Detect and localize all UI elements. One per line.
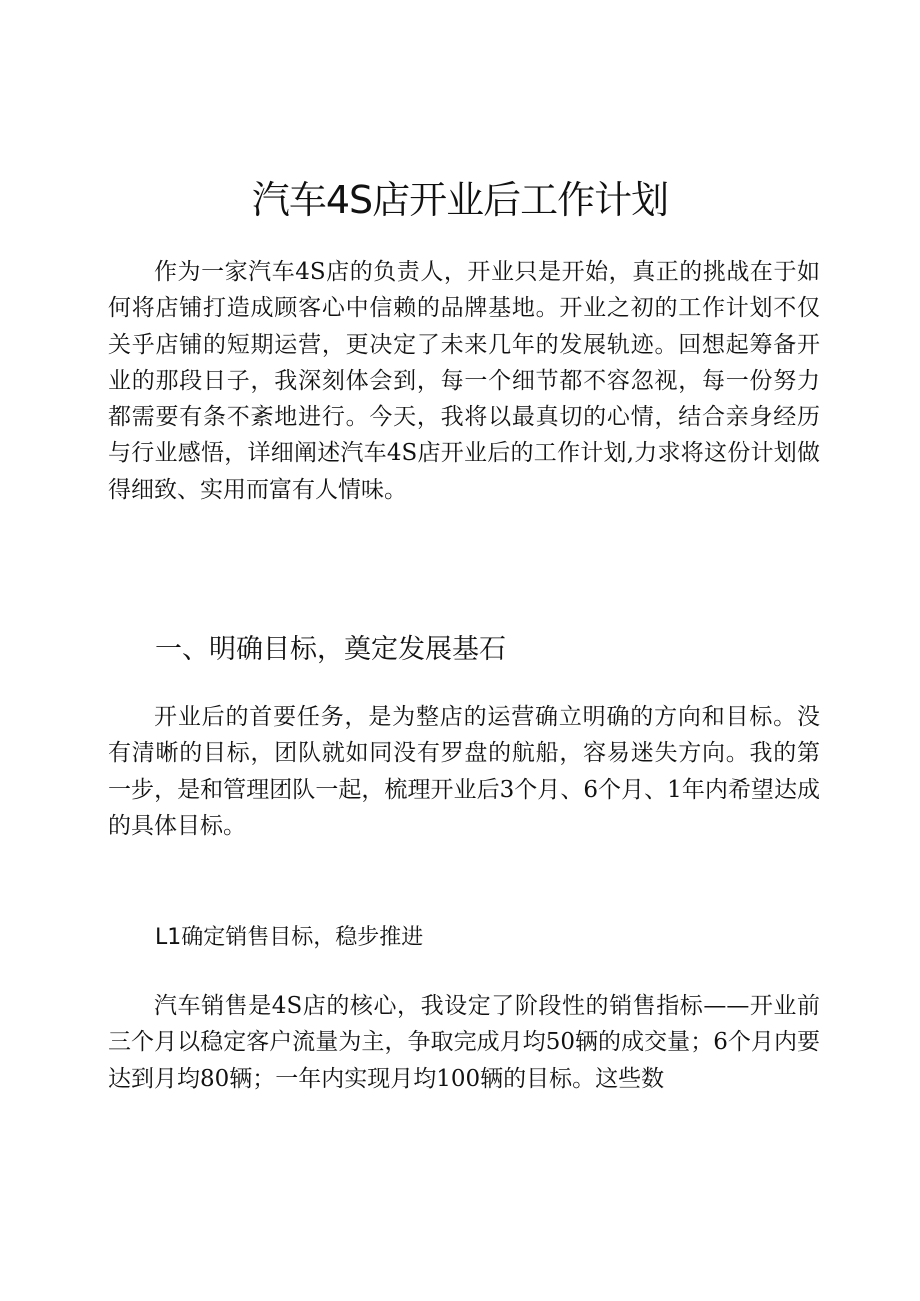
section-heading-1: 一、明确目标，奠定发展基石 [155,634,506,665]
subsection-heading-1-1: L1确定销售目标，稳步推进 [155,925,424,950]
section-1-paragraph: 开业后的首要任务，是为整店的运营确立明确的方向和目标。没有清晰的目标，团队就如同没有罗盘的航船，容易迷失方向。我的第一步，是和管理团队一起，梳理开业后3个月、6个月、1年内希望达成的具体目标。 [108,704,820,839]
document-title: 汽车4S店开业后工作计划 [251,178,669,222]
subsection-1-1-paragraph: 汽车销售是4S店的核心，我设定了阶段性的销售指标——开业前三个月以稳定客户流量为主，争取完成月均50辆的成交量；6个月内要达到月均80辆；一年内实现月均100辆的目标。这些数 [108,993,820,1092]
intro-paragraph: 作为一家汽车4S店的负责人，开业只是开始，真正的挑战在于如何将店铺打造成顾客心中信赖的品牌基地。开业之初的工作计划不仅关乎店铺的短期运营，更决定了未来几年的发展轨迹。回想起筹备开业的那段日子，我深刻体会到，每一个细节都不容忽视，每一份努力都需要有条不紊地进行。今天，我将以最真切的心情，结合亲身经历与行业感悟，详细阐述汽车4S店开业后的工作计划,力求将这份计划做得细致、实用而富有人情味。 [108,259,820,503]
